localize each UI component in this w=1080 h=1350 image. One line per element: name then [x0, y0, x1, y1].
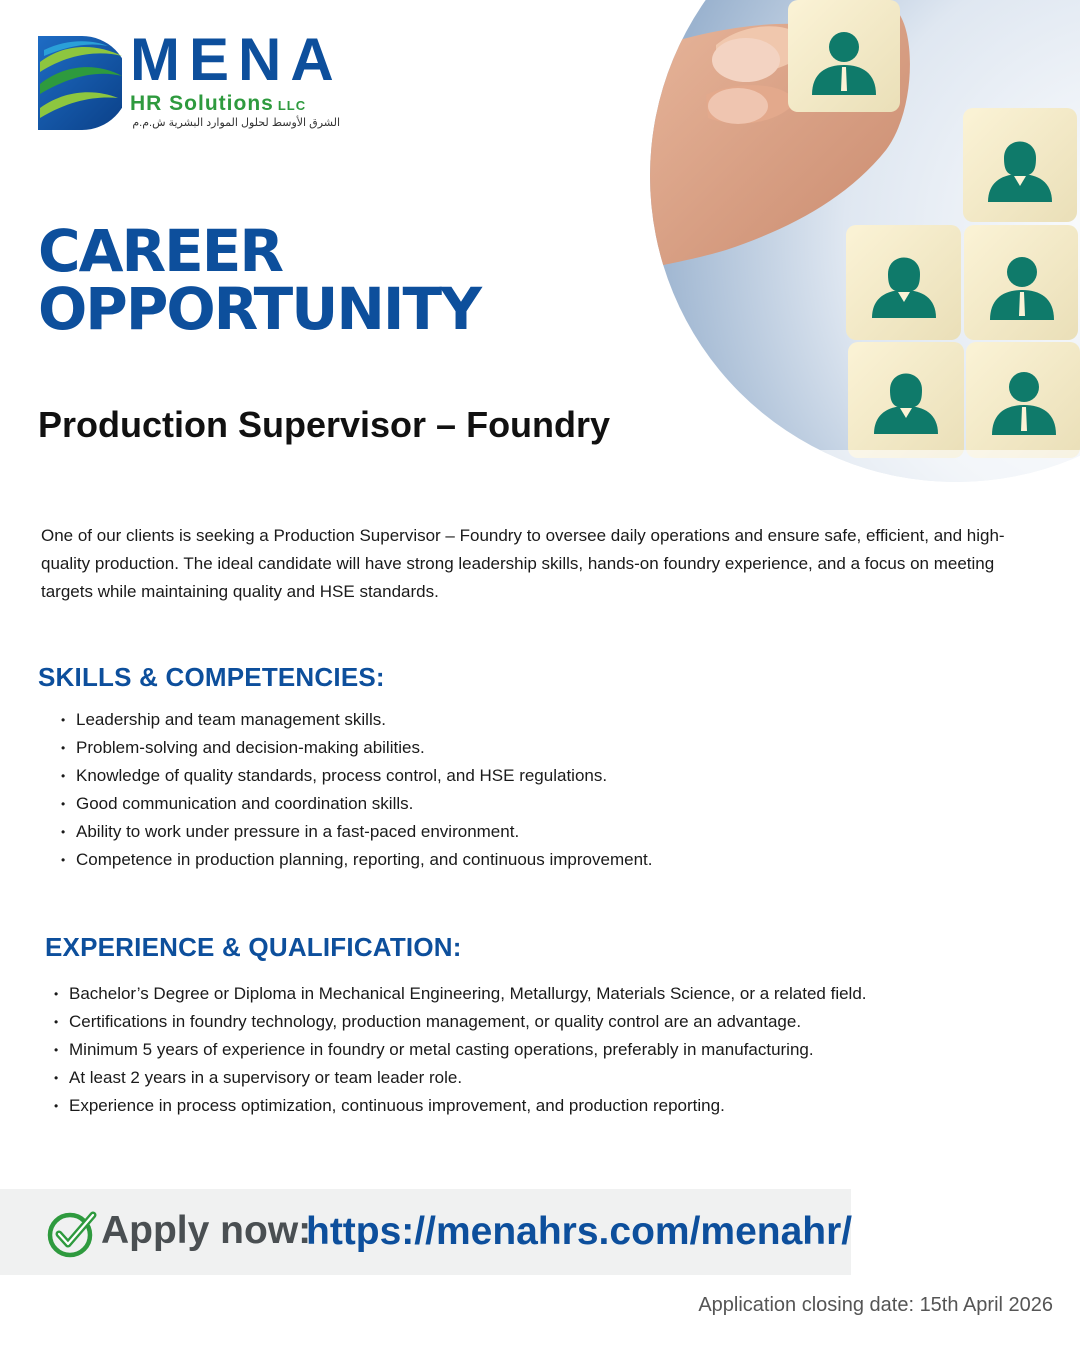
list-item: • Ability to work under pressure in a fast-paced environment. — [76, 818, 652, 846]
list-item: • Certifications in foundry technology, production management, or quality control are an advantage. — [69, 1008, 867, 1036]
list-item: • Competence in production planning, reporting, and continuous improvement. — [76, 846, 652, 874]
list-item: • Minimum 5 years of experience in foundry or metal casting operations, preferably in manufacturing. — [69, 1036, 867, 1064]
cube-top — [788, 0, 900, 112]
list-item: • Knowledge of quality standards, process control, and HSE regulations. — [76, 762, 652, 790]
list-item: • Leadership and team management skills. — [76, 706, 652, 734]
logo-tagline-text: HR Solutions — [130, 92, 274, 115]
page-title — [38, 217, 481, 343]
skills-list — [76, 706, 652, 874]
hero-image — [646, 0, 1080, 482]
apply-label: Apply now: — [101, 1209, 312, 1252]
page-title-line2: OPPORTUNITY — [38, 275, 481, 343]
apply-banner — [0, 1189, 851, 1275]
list-item: • Problem-solving and decision-making abilities. — [76, 734, 652, 762]
logo-suffix: LLC — [277, 98, 307, 113]
list-item: • Bachelor’s Degree or Diploma in Mechanical Engineering, Metallurgy, Materials Science, or a related field. — [69, 980, 867, 1008]
closing-date: Application closing date: 15th April 2026 — [698, 1294, 1053, 1316]
logo-arabic-tagline: الشرق الأوسط لحلول الموارد البشرية ش.م.م — [132, 117, 340, 129]
apply-link[interactable]: https://menahrs.com/menahr/ — [306, 1210, 853, 1253]
list-item: • Experience in process optimization, continuous improvement, and production reporting. — [69, 1092, 867, 1120]
mena-globe-logo-icon — [38, 36, 122, 130]
page-title-line1: CAREER — [38, 217, 283, 285]
experience-heading: EXPERIENCE & QUALIFICATION: — [45, 932, 462, 962]
logo-wordmark: MENA — [130, 26, 343, 93]
list-item: • Good communication and coordination skills. — [76, 790, 652, 818]
experience-list — [69, 980, 867, 1120]
skills-heading: SKILLS & COMPETENCIES: — [38, 662, 385, 692]
job-description: One of our clients is seeking a Production Supervisor – Foundry to oversee daily operations and ensure safe, efficient, and high-quality production. The ideal candidate will have strong leadership skills, hands-on foundry experience, and a focus on meeting targets while maintaining quality and HSE standards. — [41, 526, 1005, 601]
list-item: • At least 2 years in a supervisory or team leader role. — [69, 1064, 867, 1092]
job-title: Production Supervisor – Foundry — [38, 404, 611, 445]
check-circle-icon — [46, 1207, 98, 1259]
logo-tagline — [130, 92, 306, 116]
company-logo — [38, 26, 348, 132]
